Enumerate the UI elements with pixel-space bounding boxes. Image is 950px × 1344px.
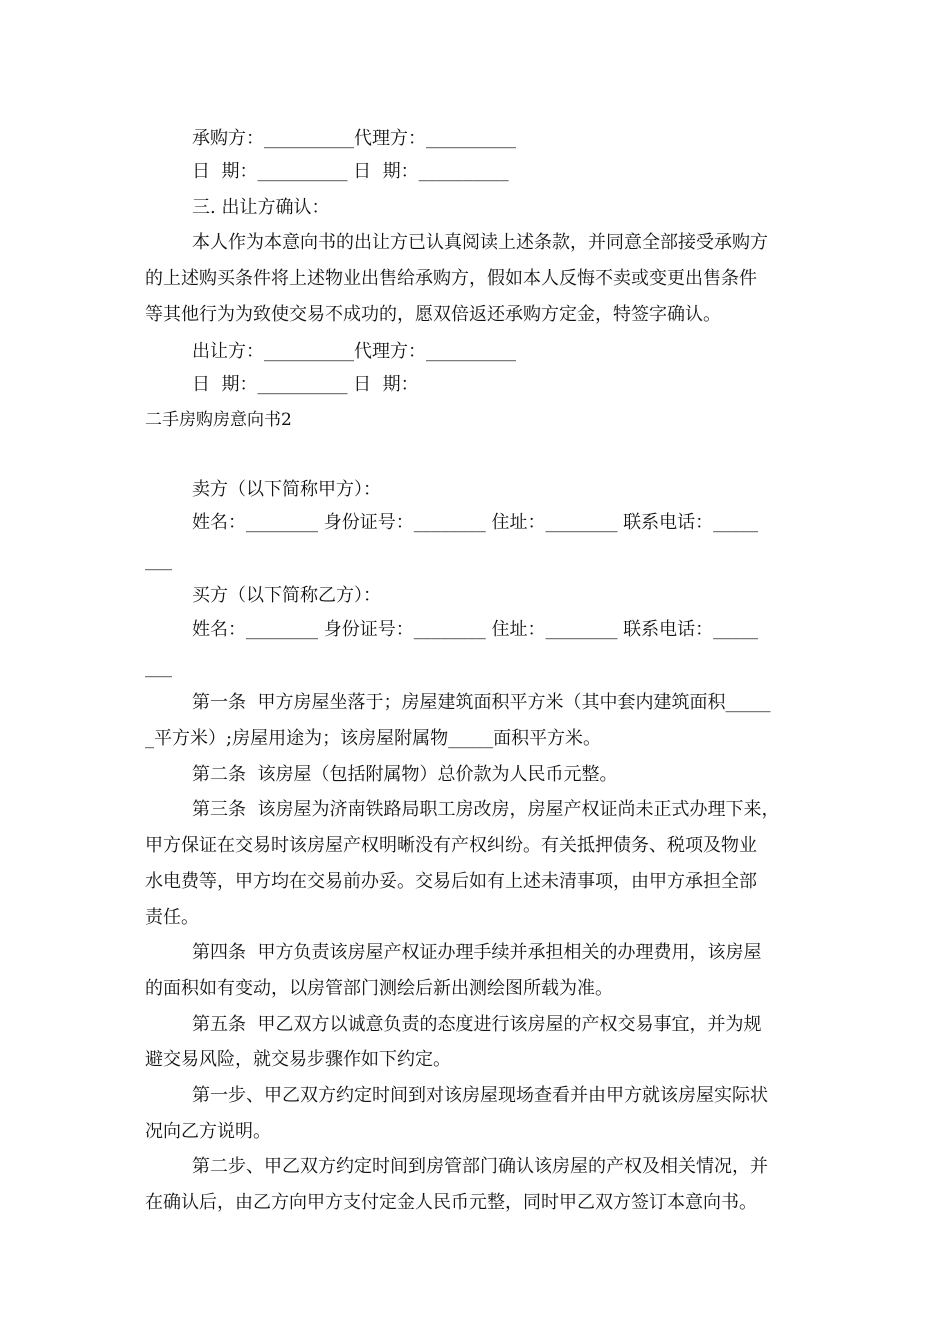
- step-2-line: 第二步、甲乙双方约定时间到房管部门确认该房屋的产权及相关情况，并: [192, 1156, 768, 1177]
- buyer-fields-line: ___: [145, 657, 172, 678]
- confirmation-paragraph-line: 等其他行为为致使交易不成功的，愿双倍返还承购方定金，特签字确认。: [145, 304, 721, 325]
- article-3-line: 水电费等，甲方均在交易前办妥。交易后如有上述未清事项，由甲方承担全部: [145, 871, 757, 892]
- seller-date-line: 日 期：__________ 日 期：: [192, 374, 419, 395]
- seller-agent-signature-line: 出让方：__________代理方：__________: [192, 341, 516, 362]
- section-heading-seller-confirmation: 三. 出让方确认：: [192, 197, 330, 218]
- article-3-line: 责任。: [145, 907, 199, 928]
- article-4-line: 的面积如有变动，以房管部门测绘后新出测绘图所载为准。: [145, 978, 613, 999]
- seller-fields-line: 姓名：________ 身份证号：________ 住址：________ 联系电话：_____: [192, 512, 759, 533]
- buyer-agent-signature-line: 承购方：__________代理方：__________: [192, 128, 516, 149]
- buyer-fields-line: 姓名：________ 身份证号：________ 住址：________ 联系电话：_____: [192, 619, 759, 640]
- seller-label: 卖方（以下简称甲方）：: [192, 479, 381, 500]
- article-1-line: 第一条 甲方房屋坐落于；房屋建筑面积平方米（其中套内建筑面积_____: [192, 692, 771, 713]
- document-title: 二手房购房意向书2: [145, 410, 292, 430]
- article-3-line: 第三条 该房屋为济南铁路局职工房改房，房屋产权证尚未正式办理下来，: [192, 799, 780, 820]
- confirmation-paragraph-line: 的上述购买条件将上述物业出售给承购方，假如本人反悔不卖或变更出售条件: [145, 268, 757, 289]
- article-5-line: 第五条 甲乙双方以诚意负责的态度进行该房屋的产权交易事宜，并为规: [192, 1014, 762, 1035]
- step-2-line: 在确认后，由乙方向甲方支付定金人民币元整，同时甲乙双方签订本意向书。: [145, 1192, 757, 1213]
- article-5-line: 避交易风险，就交易步骤作如下约定。: [145, 1049, 451, 1070]
- article-4-line: 第四条 甲方负责该房屋产权证办理手续并承担相关的办理费用，该房屋: [192, 942, 762, 963]
- confirmation-paragraph-line: 本人作为本意向书的出让方已认真阅读上述条款，并同意全部接受承购方: [192, 232, 768, 253]
- buyer-date-line: 日 期：__________ 日 期：__________: [192, 161, 509, 182]
- step-1-line: 第一步、甲乙双方约定时间到对该房屋现场查看并由甲方就该房屋实际状: [192, 1085, 768, 1106]
- article-3-line: 甲方保证在交易时该房屋产权明晰没有产权纠纷。有关抵押债务、税项及物业: [145, 835, 757, 856]
- article-2-line: 第二条 该房屋（包括附属物）总价款为人民币元整。: [192, 764, 618, 785]
- seller-fields-line: ___: [145, 550, 172, 571]
- buyer-label: 买方（以下简称乙方）：: [192, 585, 381, 606]
- article-1-line: _平方米）;房屋用途为；该房屋附属物_____面积平方米。: [145, 728, 602, 749]
- step-1-line: 况向乙方说明。: [145, 1121, 271, 1142]
